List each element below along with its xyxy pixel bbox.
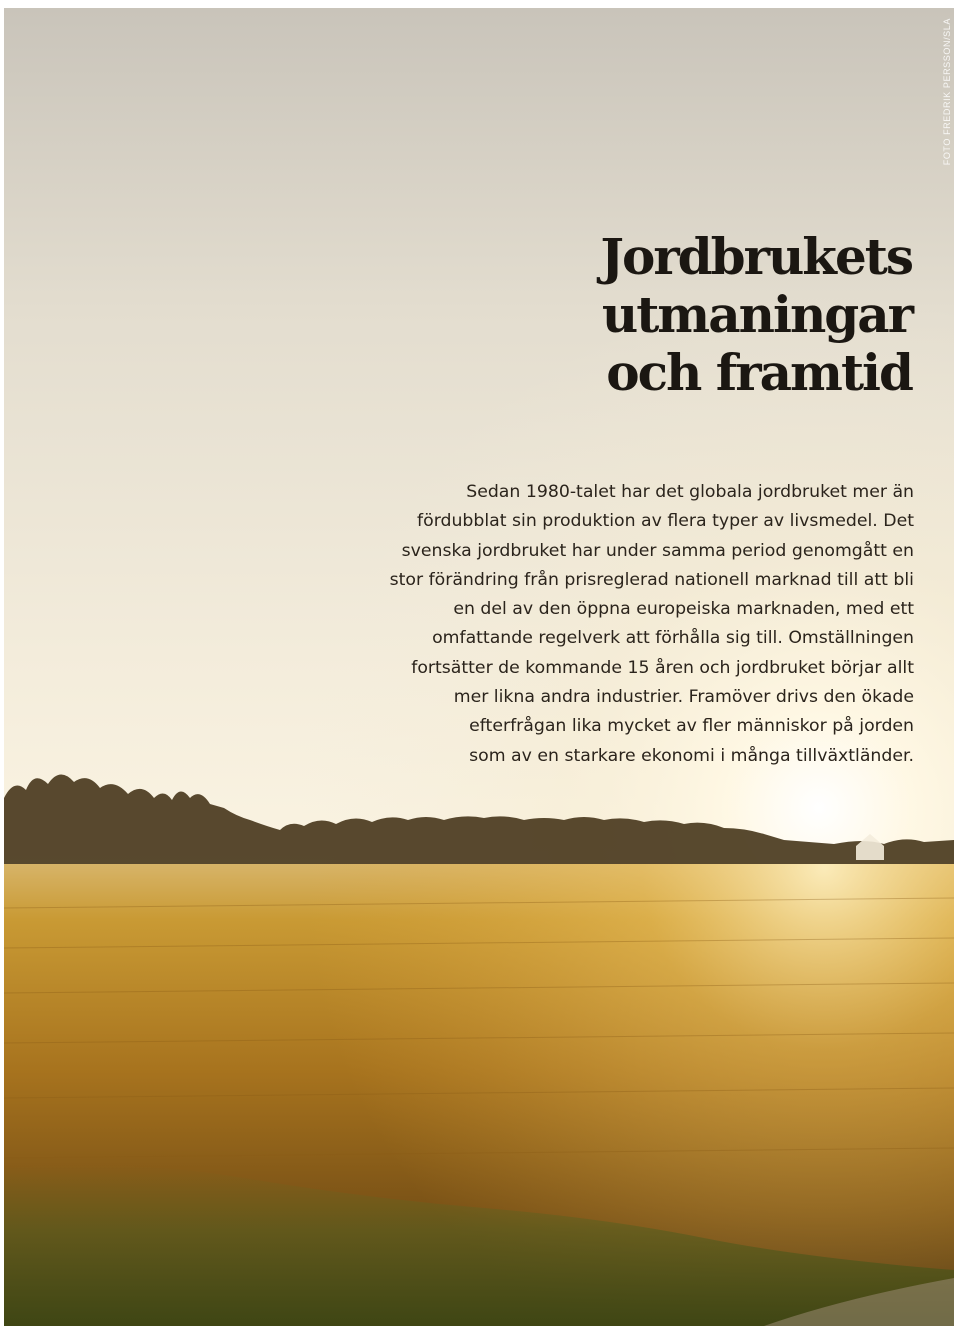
paragraph-line: efterfrågan lika mycket av fler människor på jorden [469, 716, 914, 737]
paragraph-line: en del av den öppna europeiska marknaden, med ett [453, 599, 914, 620]
paragraph-line: stor förändring från prisreglerad nationell marknad till att bli [389, 569, 914, 590]
photo-credit: FOTO FREDRIK PERSSON/SLA [942, 18, 952, 166]
paragraph-line: Sedan 1980-talet har det globala jordbruket mer än [466, 482, 914, 502]
paragraph-line: mer likna andra industrier. Framöver drivs den ökade [453, 687, 914, 708]
paragraph-line: omfattande regelverk att förhålla sig till. Omställningen [432, 628, 914, 649]
paragraph-line: svenska jordbruket har under samma period genomgått en [401, 540, 914, 561]
title-line: och framtid [606, 343, 912, 402]
intro-paragraph [314, 478, 914, 771]
paragraph-line: fortsätter de kommande 15 åren och jordbruket börjar allt [411, 657, 914, 678]
paragraph-line: som av en starkare ekonomi i många tillväxtländer. [469, 745, 914, 766]
title-line: Jordbrukets [600, 227, 912, 286]
paragraph-line: fördubblat sin produktion av flera typer av livsmedel. Det [417, 511, 914, 532]
page-title [352, 228, 912, 402]
title-line: utmaningar [601, 285, 912, 344]
